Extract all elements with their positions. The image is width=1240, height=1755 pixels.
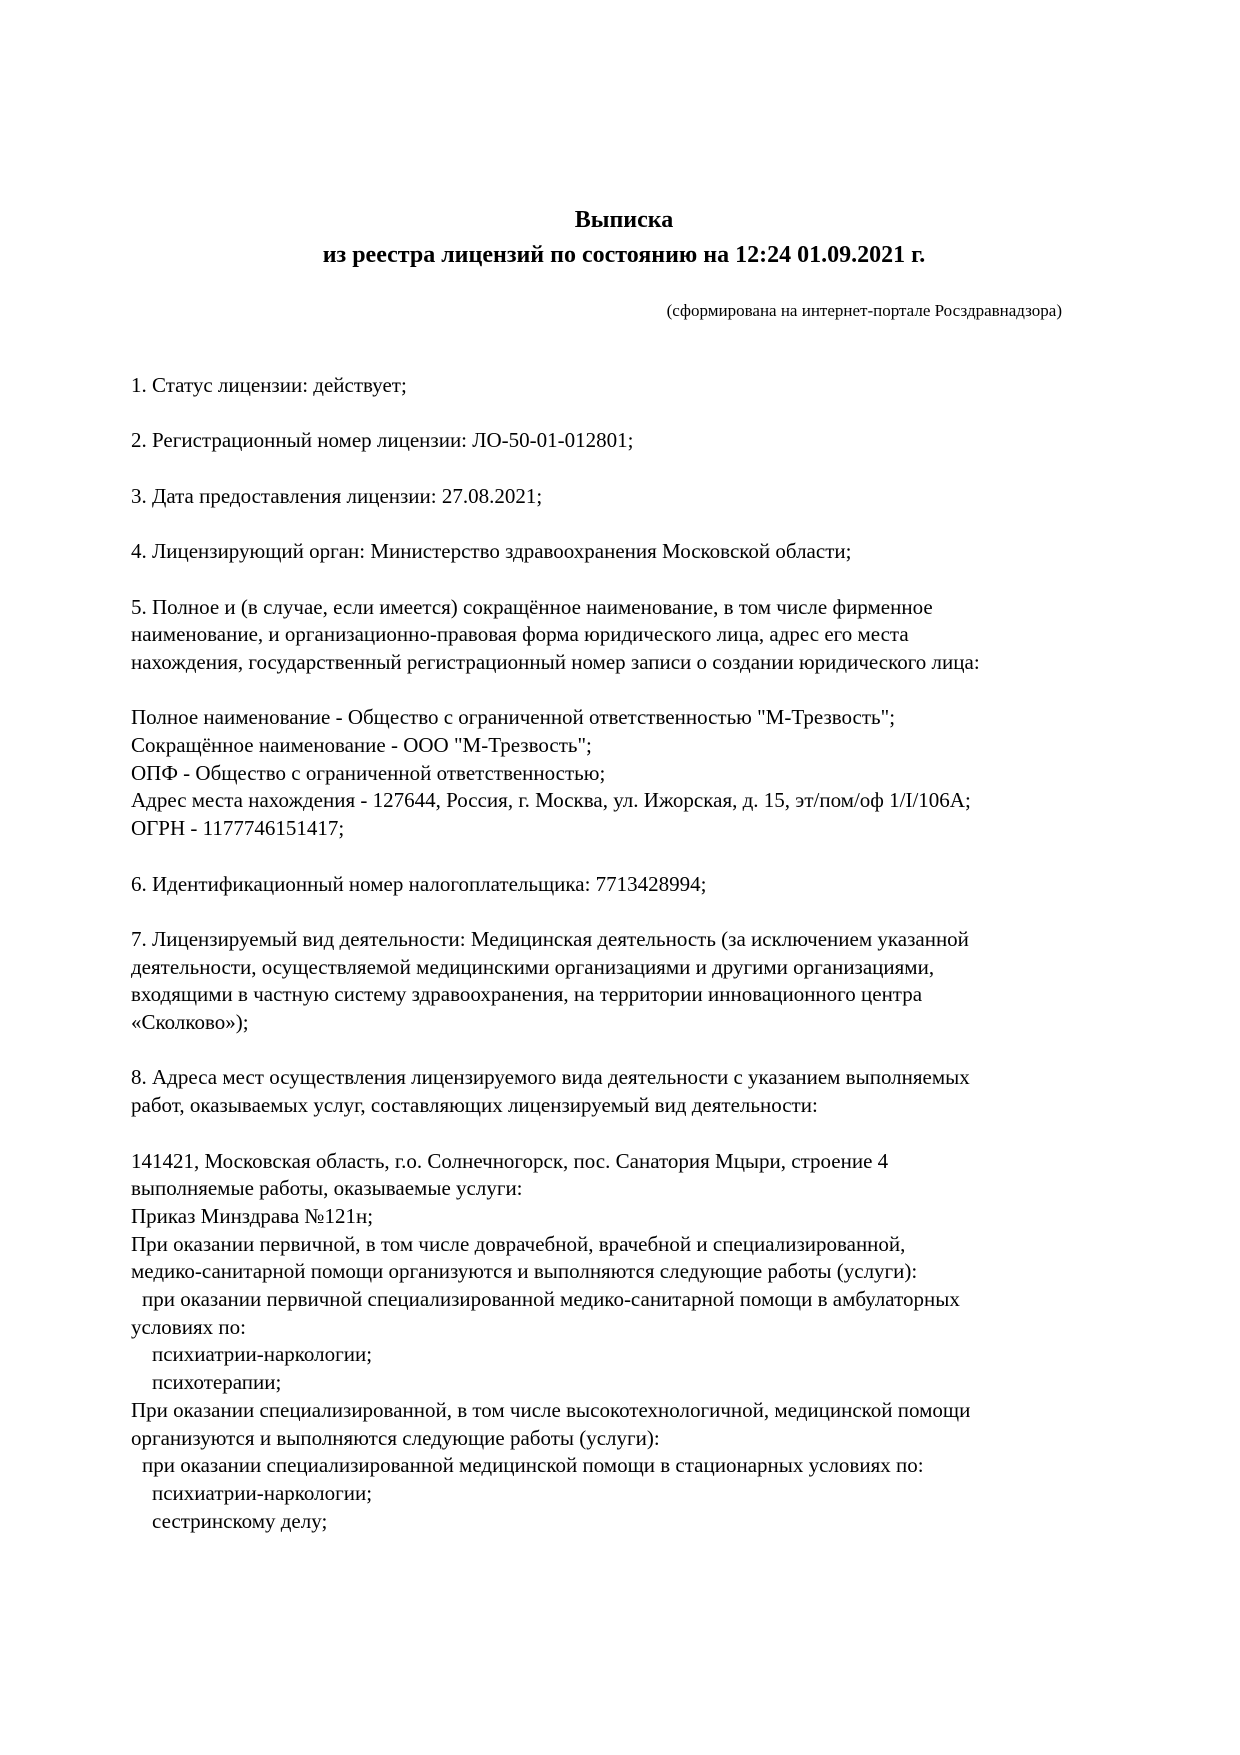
text-line: при оказании специализированной медицинской помощи в стационарных условиях по: xyxy=(142,1453,924,1478)
text-line: выполняемые работы, оказываемые услуги: xyxy=(131,1176,523,1201)
text-line: сестринскому делу; xyxy=(152,1508,328,1533)
para-addresses-clause xyxy=(131,1064,1117,1119)
document-title-line2: из реестра лицензий по состоянию на 12:24 01.09.2021 г. xyxy=(322,242,926,268)
text-line: психиатрии-наркологии; xyxy=(152,1480,373,1505)
para-name-clause xyxy=(131,594,1117,677)
text-line: 8. Адреса мест осуществления лицензируемого вида деятельности с указанием выполняемых xyxy=(131,1065,970,1090)
text-line: Полное наименование - Общество с ограниченной ответственностью "М-Трезвость"; xyxy=(131,705,896,730)
text-line: нахождения, государственный регистрационный номер записи о создании юридического лица: xyxy=(131,649,980,674)
text-line: работ, оказываемых услуг, составляющих лицензируемый вид деятельности: xyxy=(131,1093,818,1118)
text-line: 141421, Московская область, г.о. Солнечногорск, пос. Санатория Мцыри, строение 4 xyxy=(131,1148,889,1173)
text-line: 3. Дата предоставления лицензии: 27.08.2021; xyxy=(131,483,543,508)
text-line: ОГРН - 1177746151417; xyxy=(131,816,345,841)
text-line: При оказании первичной, в том числе доврачебной, врачебной и специализированной, xyxy=(131,1231,906,1256)
text-line: 1. Статус лицензии: действует; xyxy=(131,373,407,397)
text-line: организуются и выполняются следующие работы (услуги): xyxy=(131,1425,660,1450)
text-line: входящими в частную систему здравоохранения, на территории инновационного центра xyxy=(131,982,923,1007)
text-line: 5. Полное и (в случае, если имеется) сокращённое наименование, в том числе фирменное xyxy=(131,594,933,619)
text-line: наименование, и организационно-правовая форма юридического лица, адрес его места xyxy=(131,622,909,647)
document-body xyxy=(131,372,1117,1535)
text-line: 7. Лицензируемый вид деятельности: Медицинская деятельность (за исключением указанной xyxy=(131,926,969,951)
para-license-status xyxy=(131,372,1117,400)
para-taxpayer-id xyxy=(131,871,1117,899)
document-subtitle: (сформирована на интернет-портале Росздравнадзора) xyxy=(666,301,1062,320)
text-line: медико-санитарной помощи организуются и выполняются следующие работы (услуги): xyxy=(131,1259,918,1284)
text-line: деятельности, осуществляемой медицинскими организациями и другими организациями, xyxy=(131,954,935,979)
text-line: ОПФ - Общество с ограниченной ответственностью; xyxy=(131,760,606,785)
text-line: условиях по: xyxy=(131,1314,246,1339)
text-line: Адрес места нахождения - 127644, Россия, г. Москва, ул. Ижорская, д. 15, эт/пом/оф 1/I/106А; xyxy=(131,788,971,813)
document-title xyxy=(131,203,1117,273)
text-line: 4. Лицензирующий орган: Министерство здравоохранения Московской области; xyxy=(131,539,852,564)
text-line: Сокращённое наименование - ООО "М-Трезвость"; xyxy=(131,733,592,758)
para-address-works-list xyxy=(131,1148,1117,1536)
para-licensing-authority xyxy=(131,538,1117,566)
text-line: психотерапии; xyxy=(152,1370,282,1395)
para-registration-number xyxy=(131,427,1117,455)
document-title-line1: Выписка xyxy=(574,207,674,233)
text-line: при оказании первичной специализированной медико-санитарной помощи в амбулаторных xyxy=(142,1287,960,1312)
text-line: При оказании специализированной, в том числе высокотехнологичной, медицинской помощи xyxy=(131,1397,971,1422)
para-activity-type xyxy=(131,926,1117,1037)
text-line: «Сколково»); xyxy=(131,1010,249,1035)
text-line: 2. Регистрационный номер лицензии: ЛО-50-01-012801; xyxy=(131,428,634,453)
text-line: 6. Идентификационный номер налогоплательщика: 7713428994; xyxy=(131,871,707,896)
para-org-details xyxy=(131,704,1117,843)
text-line: Приказ Минздрава №121н; xyxy=(131,1203,374,1228)
para-grant-date xyxy=(131,483,1117,511)
text-line: психиатрии-наркологии; xyxy=(152,1342,373,1367)
